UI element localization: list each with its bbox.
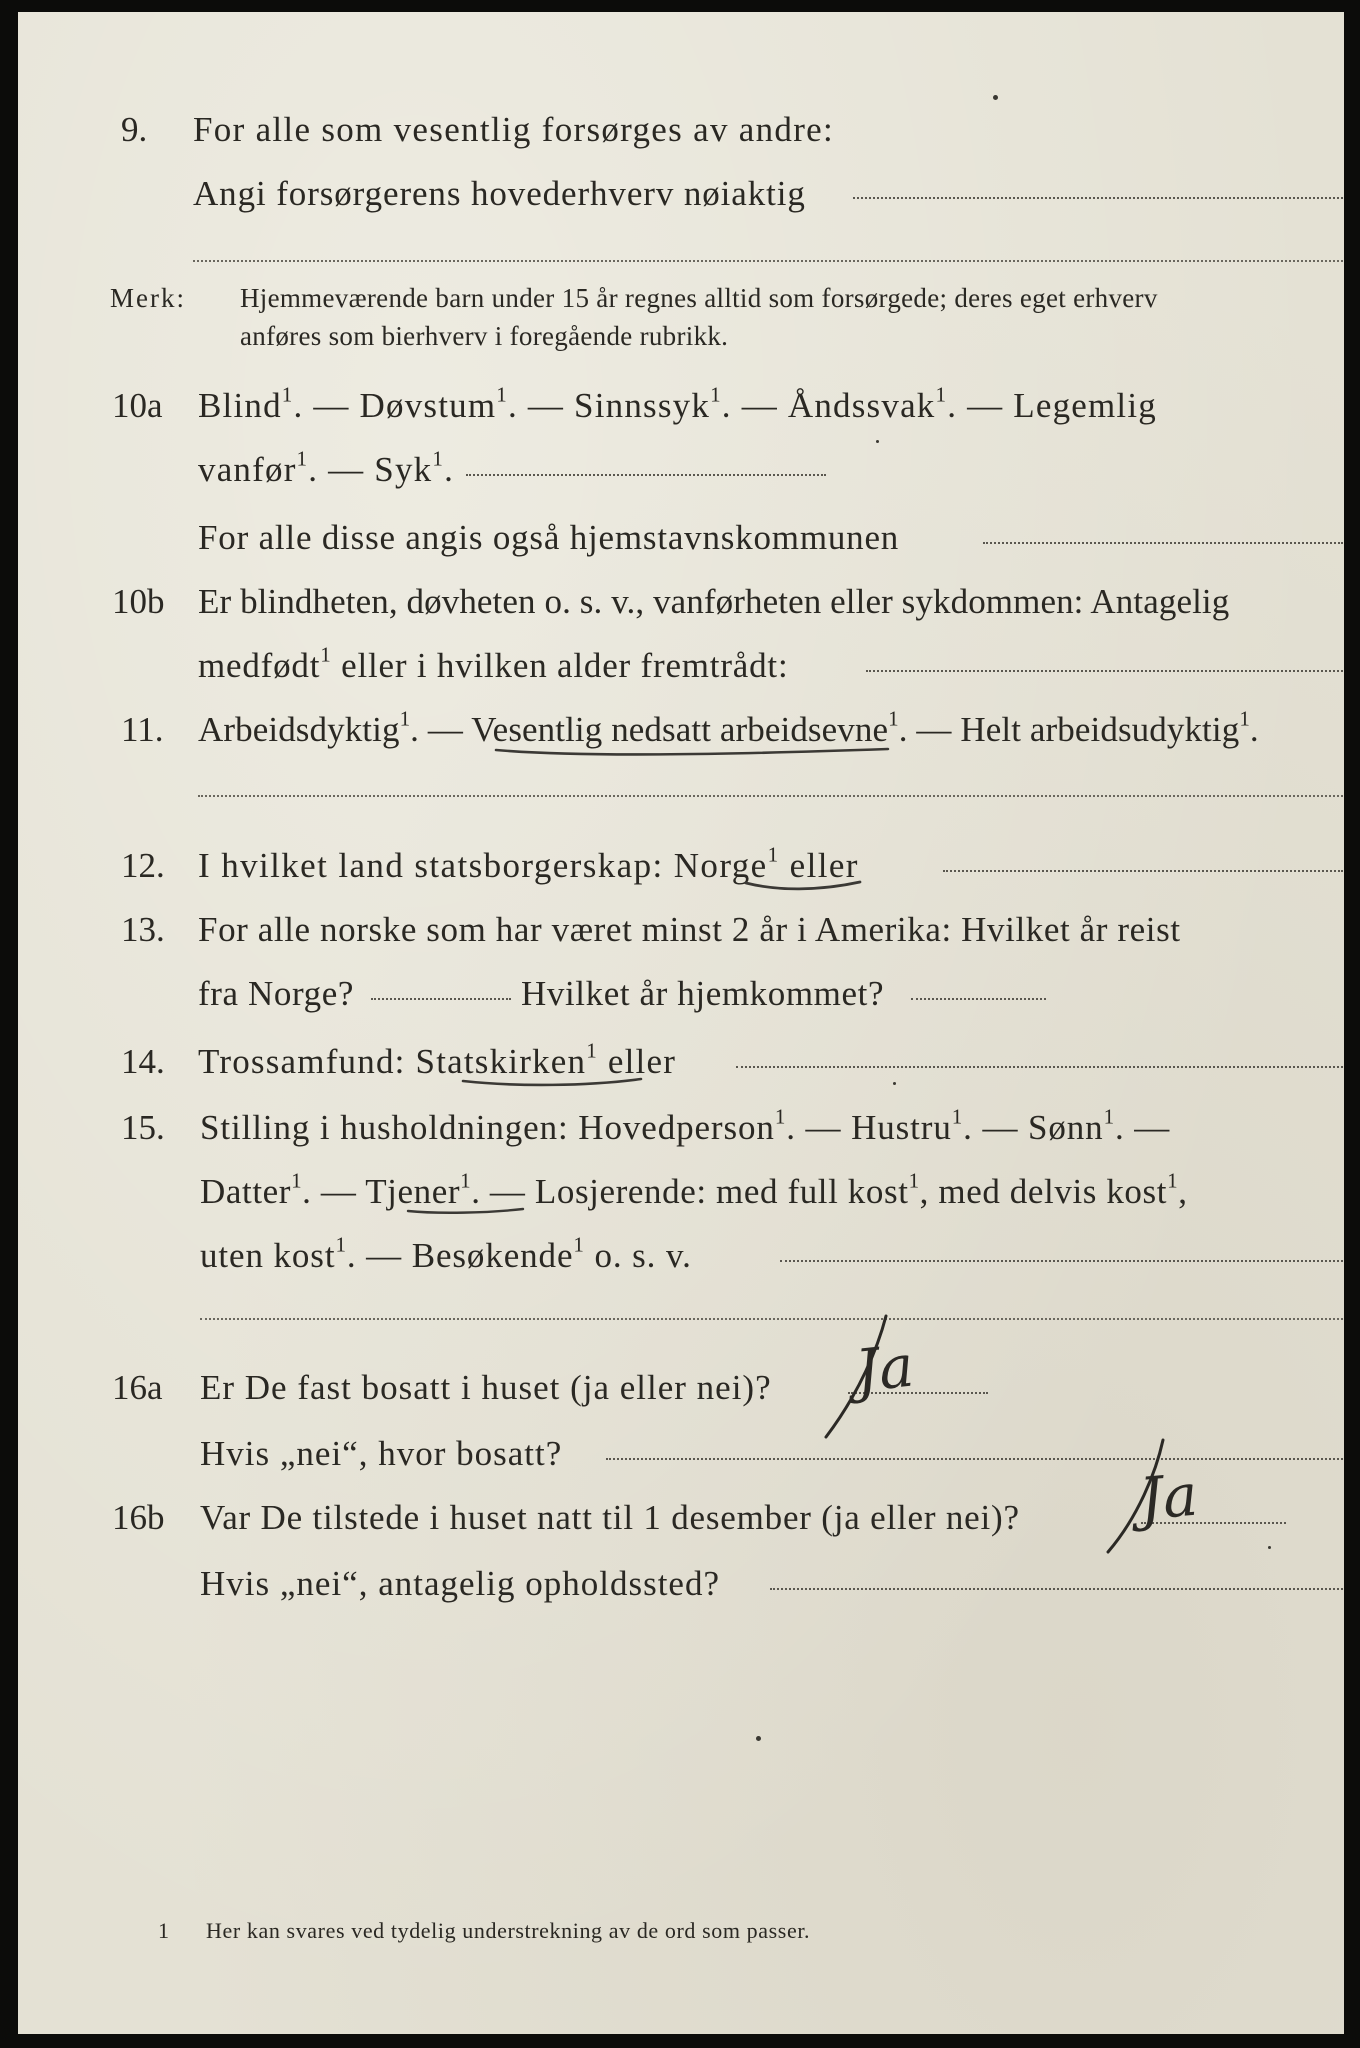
q14-question: Trossamfund: Statskirken$^1$ eller [198,1038,677,1081]
q16a-number: 16a [112,1368,163,1407]
q15-options-line3: uten kost$^1$. — Besøkende$^1$ o. s. v. [200,1232,692,1275]
q9-number: 9. [121,110,148,149]
q10b-question-line1: Er blindheten, døvheten o. s. v., vanførheten eller sykdommen: Antagelig [198,582,1230,621]
q11-options: Arbeidsdyktig$^1$. — Vesentlig nedsatt arbeidsevne$^1$. — Helt arbeidsudyktig$^1$. [198,706,1259,749]
footnote-marker: 1 [158,1918,170,1943]
q11-number: 11. [121,710,164,749]
census-form-page [18,12,1344,2034]
q10a-number: 10a [112,386,163,425]
underline-tjener [408,1209,523,1213]
merk-label: Merk: [110,283,186,313]
merk-note-line2: anføres som bierhverv i foregående rubrikk. [240,321,729,351]
q13-number: 13. [121,910,165,949]
q10b-number: 10b [112,582,165,621]
underline-statskirken [463,1079,641,1085]
q16a-question: Er De fast bosatt i huset (ja eller nei)? [200,1368,772,1407]
underline-norge [746,882,860,889]
q12-number: 12. [121,846,165,885]
merk-note-line1: Hjemmeværende barn under 15 år regnes alltid som forsørgede; deres eget erhverv [240,283,1158,313]
footnote-text: Her kan svares ved tydelig understrekning av de ord som passer. [206,1918,811,1943]
q15-options-line2: Datter$^1$. — Tjener$^1$. — Losjerende: med full kost$^1$, med delvis kost$^1$, [200,1168,1188,1211]
q15-options-line1: Stilling i husholdningen: Hovedperson$^1$. — Hustru$^1$. — Sønn$^1$. — [200,1104,1171,1147]
q16b-number: 16b [112,1498,165,1537]
q13-reist-question: fra Norge? [198,974,354,1013]
underline-vesentlig-nedsatt [496,749,888,754]
q16a-followup-question: Hvis „nei“, hvor bosatt? [200,1434,563,1473]
q12-question: I hvilket land statsborgerskap: Norge$^1$ eller [198,842,859,885]
q14-number: 14. [121,1042,165,1081]
q16b-followup-question: Hvis „nei“, antagelig opholdssted? [200,1564,720,1603]
q16b-question: Var De tilstede i huset natt til 1 desember (ja eller nei)? [200,1498,1020,1537]
q9-instruction: Angi forsørgerens hovederhverv nøiaktig [193,174,806,213]
q9-question: For alle som vesentlig forsørges av andre: [193,110,835,149]
q13-hjemkommet-question: Hvilket år hjemkommet? [521,974,885,1013]
q10b-question-line2: medfødt$^1$ eller i hvilken alder fremtrådt: [198,642,789,685]
q15-number: 15. [121,1108,165,1147]
q10a-hjemstavn-question: For alle disse angis også hjemstavnskommunen [198,518,900,557]
q13-question-line1: For alle norske som har været minst 2 år i Amerika: Hvilket år reist [198,910,1181,949]
handwriting-layer [18,12,1344,2034]
handwritten-answer-16b: Ja [1136,1460,1201,1534]
q10a-options-line2: vanfør$^1$. — Syk$^1$. [198,446,455,489]
q10a-options-line1: Blind$^1$. — Døvstum$^1$. — Sinnssyk$^1$. — Åndssvak$^1$. — Legemlig [198,382,1157,425]
handwritten-answer-16a: Ja [852,1331,917,1406]
